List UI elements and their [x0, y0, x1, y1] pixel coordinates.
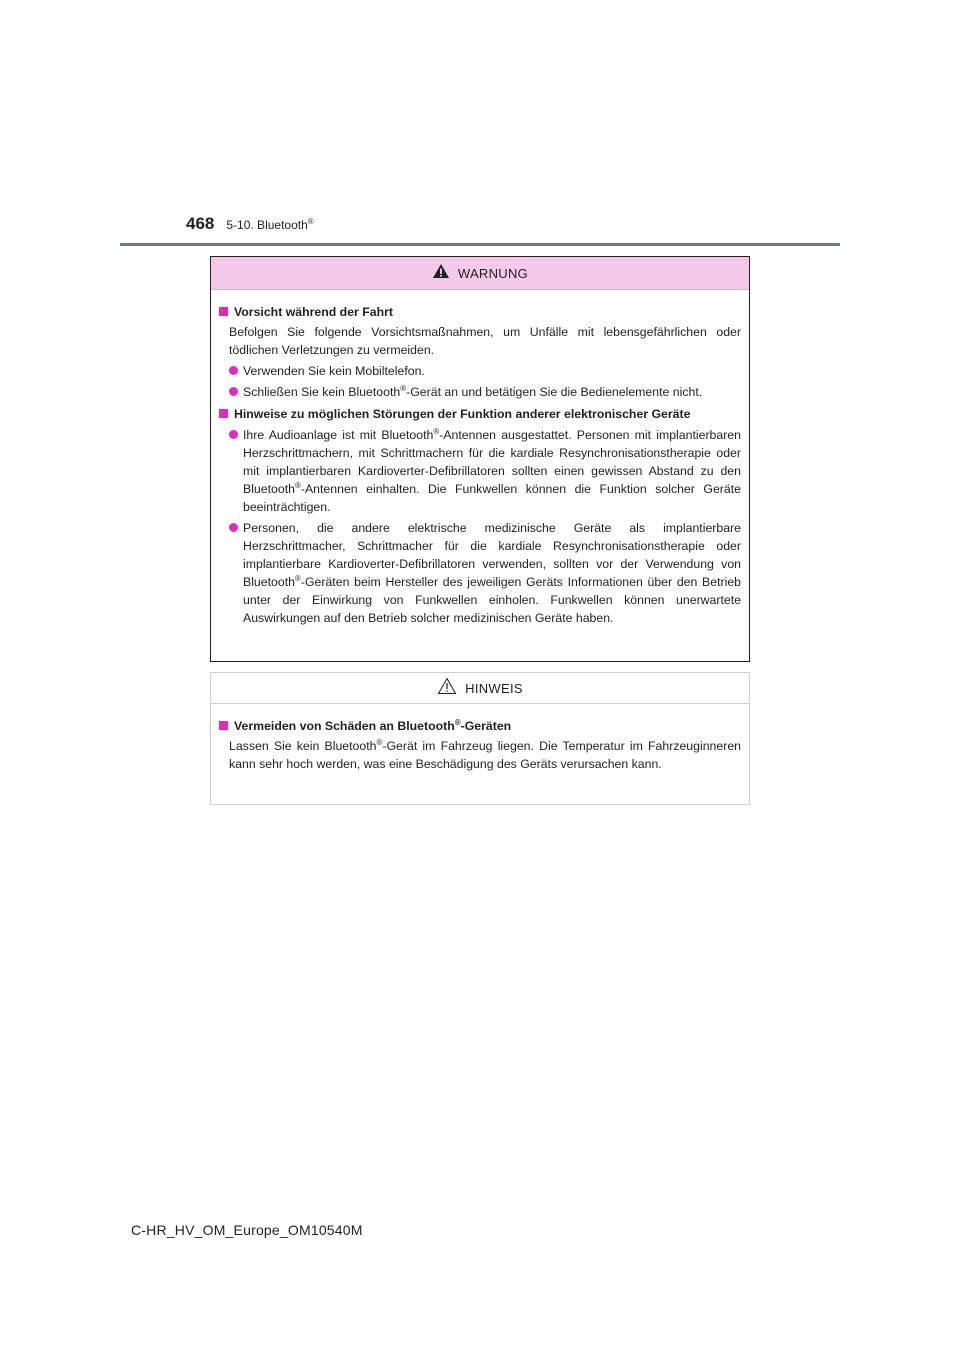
dot-bullet-icon [229, 366, 238, 375]
registered-mark: ® [454, 717, 461, 727]
note-header [211, 673, 749, 704]
item-heading-text: Hinweise zu möglichen Störungen der Funktion anderer elektronischer Geräte [234, 407, 691, 421]
section-title-text: 5-10. Bluetooth [226, 218, 308, 232]
text-run: Vermeiden von Schäden an Bluetooth [234, 719, 455, 733]
dot-bullet-icon [229, 387, 238, 396]
bullet-text: Verwenden Sie kein Mobiltelefon. [243, 364, 425, 378]
square-bullet-icon [219, 409, 228, 418]
bullet-text [243, 519, 741, 627]
text-run: -Antennen einhalten. Die Funkwellen können die Funktion solcher Geräte beeinträchtigen. [243, 482, 741, 514]
page-number: 468 [186, 214, 215, 233]
square-bullet-icon [219, 721, 228, 730]
registered-mark: ® [307, 217, 314, 226]
caution-triangle-icon [437, 677, 457, 700]
warning-item-driving [219, 303, 741, 401]
bullet-text [243, 383, 741, 401]
registered-mark: ® [294, 573, 301, 583]
item-heading [219, 405, 741, 423]
text-run: -Gerät im Fahrzeug liegen. Die Temperatur im Fahrzeuginneren kann sehr hoch werden, was eine Beschädigung des Geräts verursachen kann. [229, 739, 742, 771]
item-heading [219, 717, 741, 735]
text-run: -Geräten [460, 719, 512, 733]
registered-mark: ® [400, 383, 407, 393]
text-run: -Gerät an und betätigen Sie die Bedienelemente nicht. [406, 385, 703, 399]
item-heading-text [234, 717, 511, 735]
section-title [226, 217, 313, 232]
header-rule [120, 243, 840, 246]
list-item [229, 426, 741, 516]
warning-triangle-icon [432, 263, 450, 284]
note-title: HINWEIS [465, 680, 523, 696]
warning-box [210, 256, 750, 662]
note-content [211, 704, 749, 773]
warning-header [211, 257, 749, 290]
list-item [229, 519, 741, 627]
registered-mark: ® [294, 480, 301, 490]
text-run: Schließen Sie kein Bluetooth [243, 385, 401, 399]
text-run: -Geräten beim Hersteller des jeweiligen Geräts Informationen über den Betrieb unter der Einwirkung von Funkwellen einholen. Funkwellen können unerwartete Auswirkungen auf den Betrieb solcher medizinischen Geräte haben. [243, 575, 741, 625]
text-run: -Antennen ausgestattet. Personen mit implantierbaren Herzschrittmachern, mit Schrittmachern für die kardiale Resynchronisationstherapie oder mit implantierbaren Kardioverter-Defibrillatoren sollten einen gewissen Abstand zu den Bluetooth [243, 428, 741, 496]
note-item [219, 717, 741, 773]
square-bullet-icon [219, 307, 228, 316]
registered-mark: ® [433, 426, 440, 436]
warning-content [211, 290, 749, 627]
document-code: C-HR_HV_OM_Europe_OM10540M [131, 1222, 363, 1238]
note-box [210, 672, 750, 805]
page-header [186, 214, 314, 234]
bullet-text [243, 426, 741, 516]
list-item [229, 383, 741, 401]
warning-title: WARNUNG [457, 265, 529, 281]
dot-bullet-icon [229, 430, 238, 439]
item-paragraph: Befolgen Sie folgende Vorsichtsmaßnahmen, um Unfälle mit lebensgefährlichen oder tödlichen Verletzungen zu vermeiden. [229, 325, 741, 357]
text-run: Ihre Audioanlage ist mit Bluetooth [243, 428, 434, 442]
dot-bullet-icon [229, 523, 238, 532]
text-run: Lassen Sie kein Bluetooth [229, 739, 377, 753]
item-heading [219, 303, 741, 321]
item-paragraph [229, 737, 741, 773]
list-item [229, 362, 741, 380]
warning-item-interference [219, 405, 741, 627]
registered-mark: ® [376, 737, 383, 747]
item-heading-text: Vorsicht während der Fahrt [234, 305, 393, 319]
text-run: Personen, die andere elektrische medizinische Geräte als implantierbare Herzschrittmacher, Schrittmacher für die kardiale Resynchronisationstherapie oder implantierbare Kardioverter-Defibrillatoren verwenden, sollten vor der Verwendung von Bluetooth [243, 521, 741, 589]
